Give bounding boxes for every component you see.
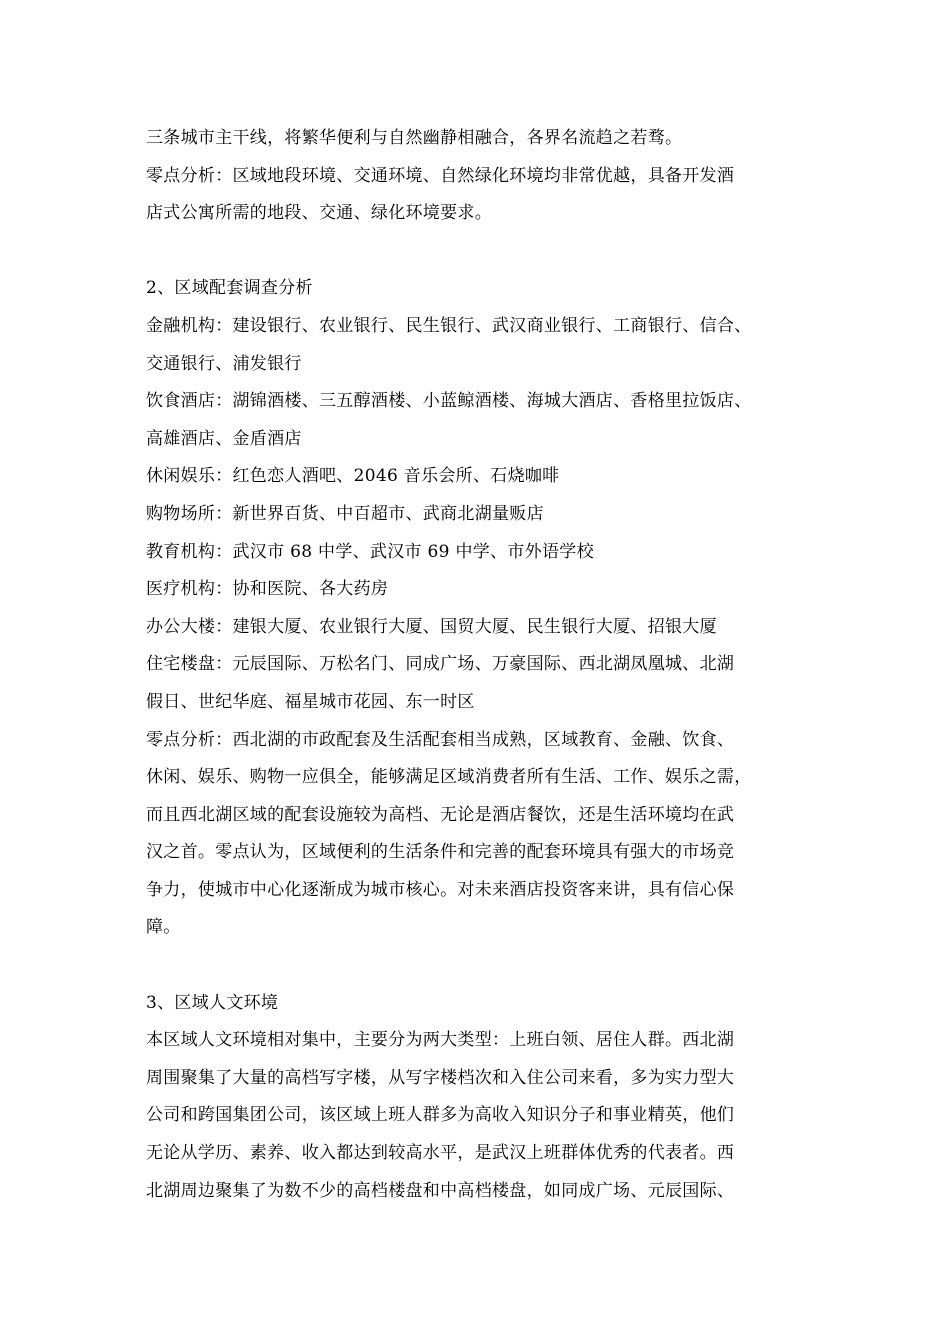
paragraph-line: 北湖周边聚集了为数不少的高档楼盘和中高档楼盘，如同成广场、元辰国际、 (146, 1180, 735, 1201)
paragraph-line: 无论从学历、素养、收入都达到较高水平，是武汉上班群体优秀的代表者。西 (146, 1143, 735, 1164)
blank-line (146, 947, 816, 985)
section-1 (146, 120, 816, 233)
paragraph-line: 零点分析：西北湖的市政配套及生活配套相当成熟，区域教育、金融、饮食、 (146, 729, 735, 750)
paragraph-line: 饮食酒店：湖锦酒楼、三五醇酒楼、小蓝鲸酒楼、海城大酒店、香格里拉饭店、 (146, 391, 752, 412)
blank-line (146, 233, 816, 271)
paragraph-line: 汉之首。零点认为，区域便利的生活条件和完善的配套环境具有强大的市场竞 (146, 842, 735, 863)
section-heading: 3、区域人文环境 (146, 992, 279, 1013)
paragraph-line: 三条城市主干线，将繁华便利与自然幽静相融合，各界名流趋之若骛。 (146, 128, 683, 148)
paragraph-line: 教育机构：武汉市 68 中学、武汉市 69 中学、市外语学校 (146, 541, 594, 562)
paragraph-line: 医疗机构：协和医院、各大药房 (146, 579, 389, 600)
paragraph-line: 周围聚集了大量的高档写字楼，从写字楼档次和入住公司来看，多为实力型大 (146, 1067, 735, 1088)
section-heading: 2、区域配套调查分析 (146, 278, 313, 299)
paragraph-line: 争力，使城市中心化逐渐成为城市核心。对未来酒店投资客来讲，具有信心保 (146, 879, 735, 900)
paragraph-line: 购物场所：新世界百货、中百超市、武商北湖量贩店 (146, 503, 544, 524)
section-3 (146, 985, 816, 1211)
paragraph-line: 金融机构：建设银行、农业银行、民生银行、武汉商业银行、工商银行、信合、 (146, 315, 752, 336)
paragraph-line: 零点分析：区域地段环境、交通环境、自然绿化环境均非常优越，具备开发酒 (146, 165, 735, 186)
paragraph-line: 而且西北湖区域的配套设施较为高档、无论是酒店餐饮，还是生活环境均在武 (146, 804, 735, 825)
paragraph-line: 公司和跨国集团公司，该区域上班人群多为高收入知识分子和事业精英，他们 (146, 1105, 735, 1126)
paragraph-line: 障。 (146, 917, 181, 938)
section-2 (146, 270, 816, 947)
paragraph-line: 休闲、娱乐、购物一应俱全，能够满足区域消费者所有生活、工作、娱乐之需， (146, 767, 752, 788)
paragraph-line: 住宅楼盘：元辰国际、万松名门、同成广场、万豪国际、西北湖凤凰城、北湖 (146, 654, 735, 675)
paragraph-line: 店式公寓所需的地段、交通、绿化环境要求。 (146, 203, 492, 224)
paragraph-line: 本区域人文环境相对集中，主要分为两大类型：上班白领、居住人群。西北湖 (146, 1030, 735, 1051)
paragraph-line: 交通银行、浦发银行 (146, 353, 302, 374)
paragraph-line: 休闲娱乐：红色恋人酒吧、2046 音乐会所、石烧咖啡 (146, 466, 560, 487)
document-page (146, 120, 816, 1210)
paragraph-line: 高雄酒店、金盾酒店 (146, 428, 302, 449)
paragraph-line: 假日、世纪华庭、福星城市花园、东一时区 (146, 691, 475, 712)
paragraph-line: 办公大楼：建银大厦、农业银行大厦、国贸大厦、民生银行大厦、招银大厦 (146, 616, 717, 637)
